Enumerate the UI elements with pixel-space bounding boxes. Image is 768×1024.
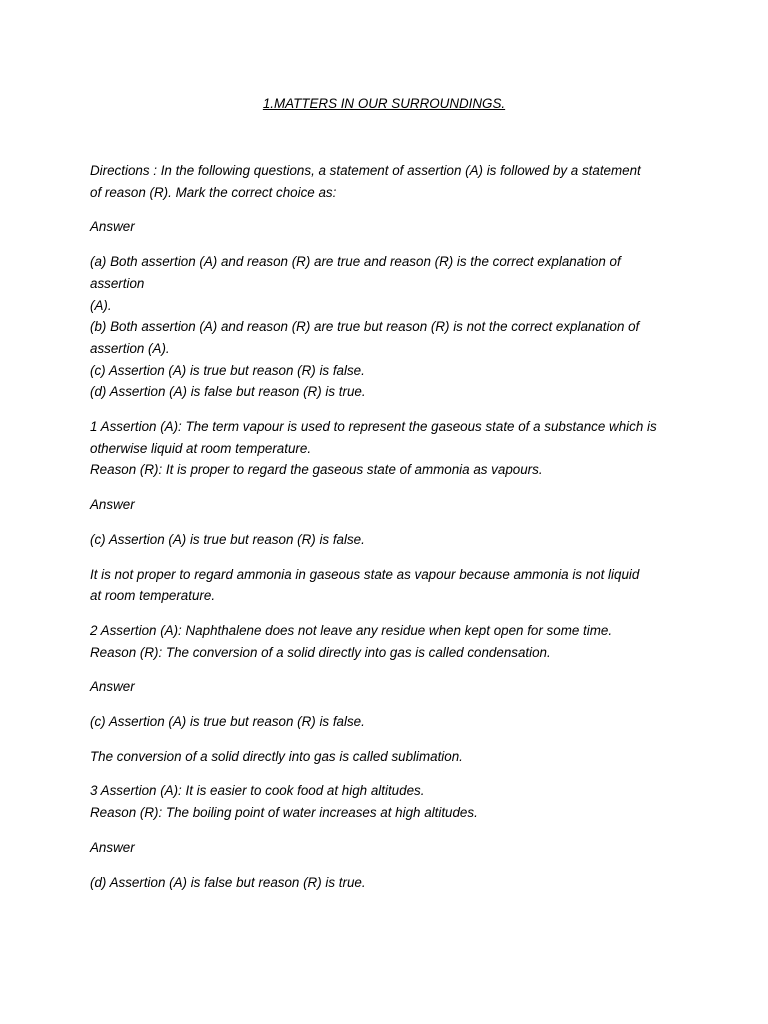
text-line: (c) Assertion (A) is true but reason (R) is false. [90, 362, 365, 378]
question-3 [90, 780, 686, 823]
text-line: (c) Assertion (A) is true but reason (R) is false. [90, 714, 365, 730]
question-1 [90, 416, 686, 481]
text-line: Reason (R): The boiling point of water increases at high altitudes. [90, 805, 478, 821]
text-line: assertion [90, 275, 145, 291]
explanation-1 [90, 564, 686, 607]
question-2 [90, 620, 686, 663]
document-body [90, 160, 686, 906]
text-line: Reason (R): It is proper to regard the gaseous state of ammonia as vapours. [90, 462, 543, 478]
choices-paragraph [90, 251, 686, 403]
answer-2 [90, 711, 686, 733]
text-line: (d) Assertion (A) is false but reason (R) is true. [90, 384, 366, 400]
answer-3 [90, 872, 686, 894]
text-line: 1 Assertion (A): The term vapour is used to represent the gaseous state of a substance which is [90, 419, 657, 435]
text-line: Answer [90, 679, 135, 695]
text-line: (b) Both assertion (A) and reason (R) are true but reason (R) is not the correct explanation of [90, 319, 640, 335]
directions-paragraph [90, 160, 686, 203]
text-line: assertion (A). [90, 340, 170, 356]
text-line: Reason (R): The conversion of a solid directly into gas is called condensation. [90, 644, 551, 660]
text-line: (d) Assertion (A) is false but reason (R) is true. [90, 874, 366, 890]
text-line: at room temperature. [90, 588, 216, 604]
text-line: The conversion of a solid directly into gas is called sublimation. [90, 748, 463, 764]
text-line: (A). [90, 297, 112, 313]
text-line: Answer [90, 219, 135, 235]
answer-label [90, 216, 686, 238]
answer-label [90, 837, 686, 859]
text-line: Answer [90, 839, 135, 855]
text-line: 3 Assertion (A): It is easier to cook food at high altitudes. [90, 783, 425, 799]
text-line: (a) Both assertion (A) and reason (R) are true and reason (R) is the correct explanation of [90, 254, 621, 270]
answer-1 [90, 529, 686, 551]
document-title: 1.MATTERS IN OUR SURROUNDINGS. [262, 96, 506, 111]
answer-label [90, 494, 686, 516]
text-line: of reason (R). Mark the correct choice as: [90, 184, 337, 200]
text-line: Answer [90, 497, 135, 513]
text-line: (c) Assertion (A) is true but reason (R) is false. [90, 531, 365, 547]
text-line: It is not proper to regard ammonia in gaseous state as vapour because ammonia is not liquid [90, 566, 640, 582]
answer-label [90, 676, 686, 698]
text-line: 2 Assertion (A): Naphthalene does not leave any residue when kept open for some time. [90, 622, 613, 638]
explanation-2 [90, 746, 686, 768]
text-line: Directions : In the following questions, a statement of assertion (A) is followed by a statement [90, 163, 641, 178]
text-line: otherwise liquid at room temperature. [90, 440, 312, 456]
